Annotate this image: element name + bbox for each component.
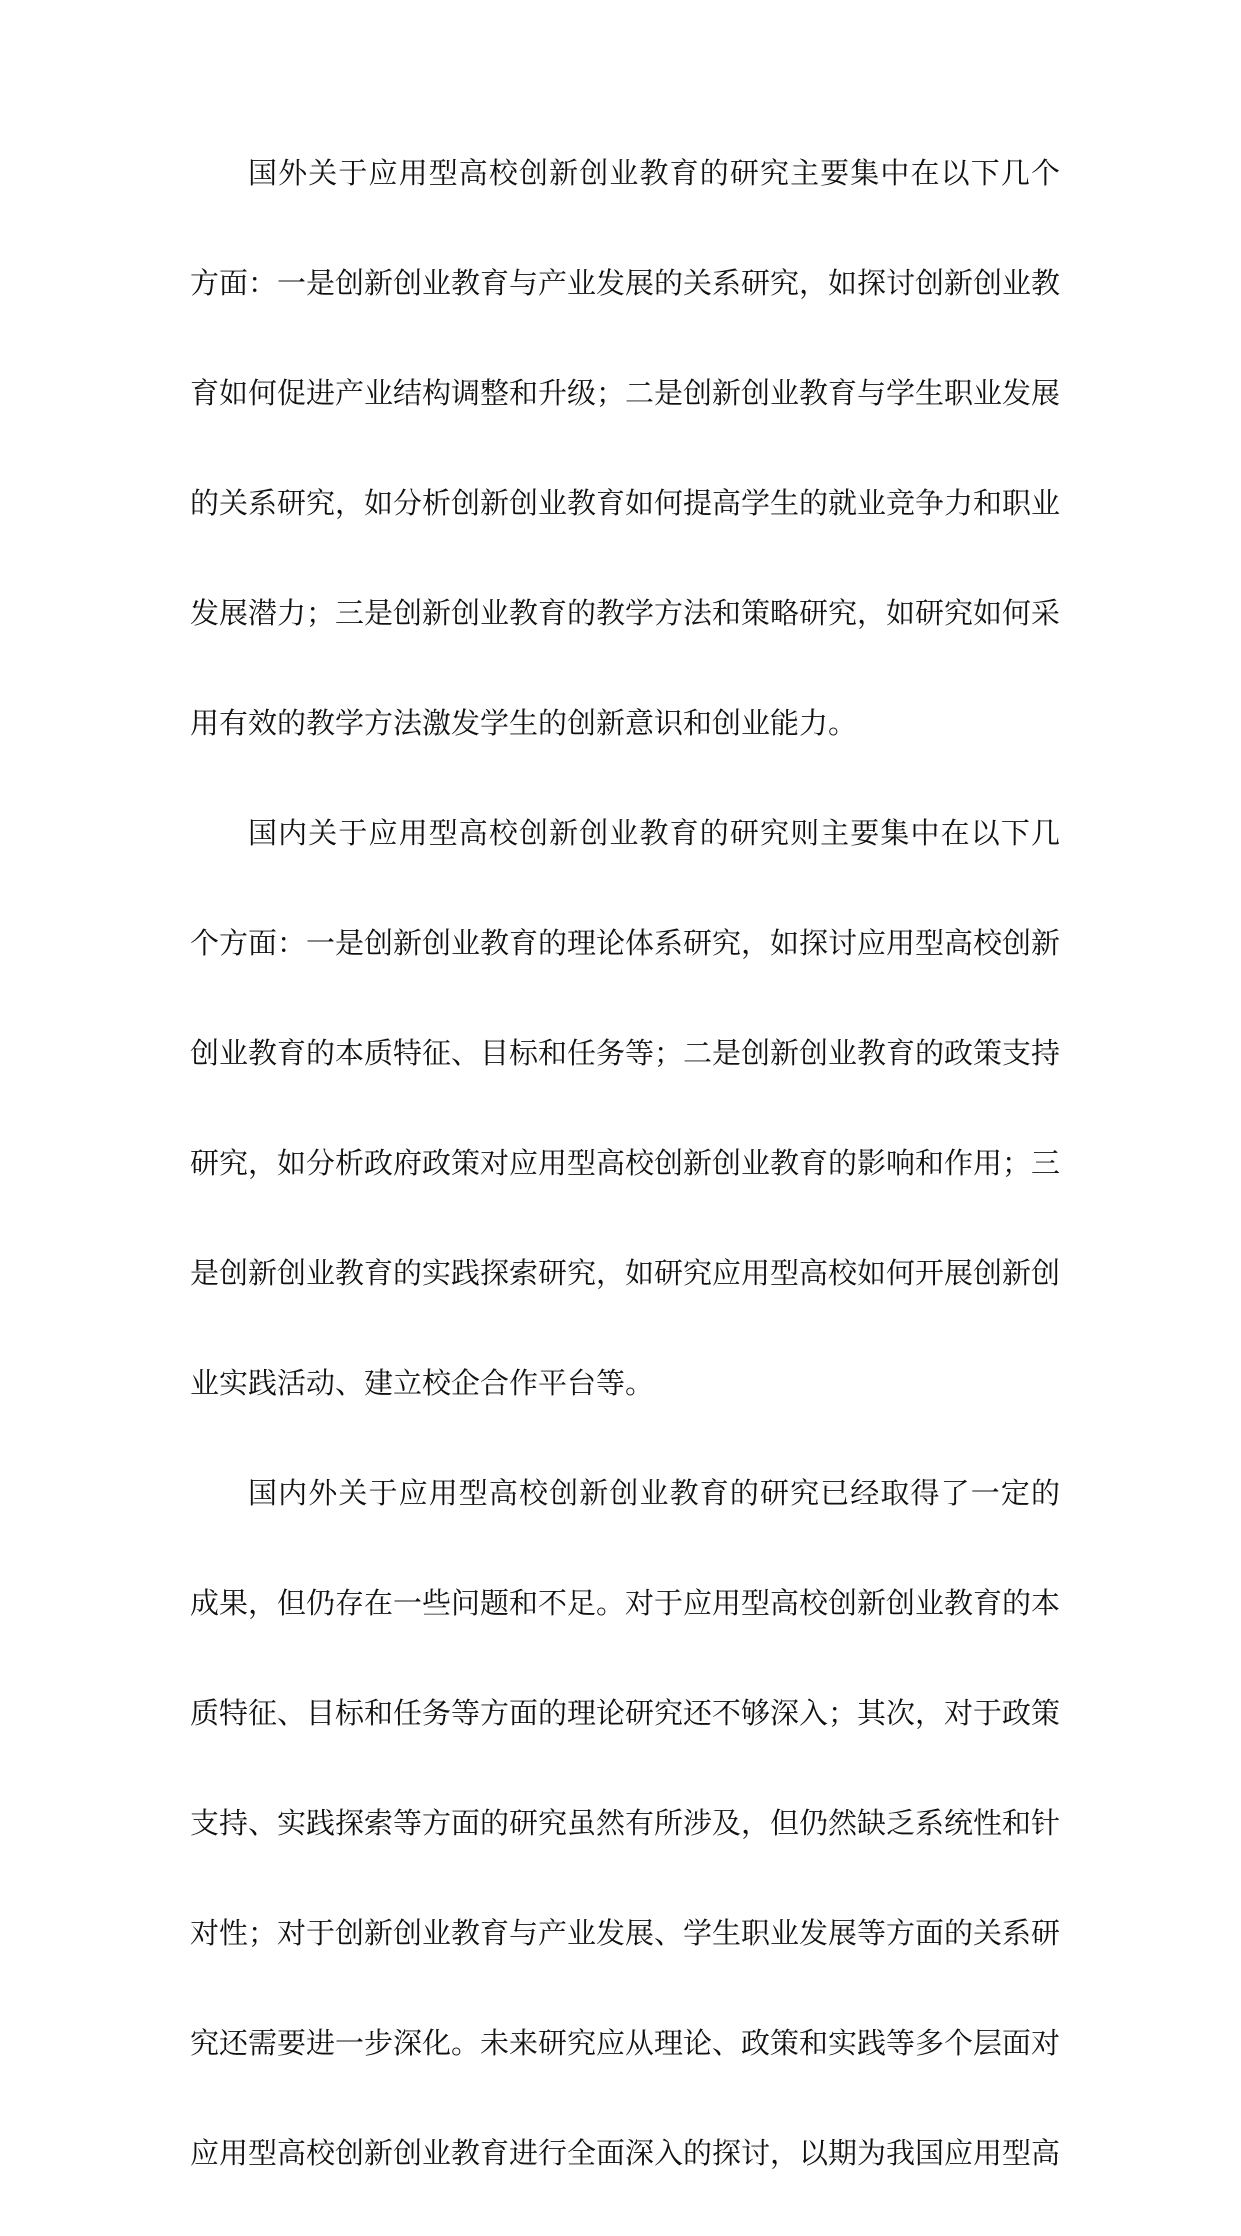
- paragraph-3-line-3: 质特征、目标和任务等方面的理论研究还不够深入；其次，对于政策: [190, 1696, 1060, 1730]
- paragraph-3-line-2: 成果，但仍存在一些问题和不足。对于应用型高校创新创业教育的本: [190, 1586, 1060, 1620]
- paragraph-2-line-4: 研究，如分析政府政策对应用型高校创新创业教育的影响和作用；三: [190, 1146, 1060, 1180]
- paragraph-2-line-1: 国内关于应用型高校创新创业教育的研究则主要集中在以下几: [248, 816, 1060, 850]
- paragraph-1-line-2: 方面：一是创新创业教育与产业发展的关系研究，如探讨创新创业教: [190, 266, 1060, 300]
- paragraph-2-line-6: 业实践活动、建立校企合作平台等。: [190, 1366, 655, 1400]
- body-text: [190, 146, 1060, 2236]
- paragraph-3-line-6: 究还需要进一步深化。未来研究应从理论、政策和实践等多个层面对: [190, 2026, 1060, 2060]
- paragraph-3-line-5: 对性；对于创新创业教育与产业发展、学生职业发展等方面的关系研: [190, 1916, 1060, 1950]
- paragraph-2-line-2: 个方面：一是创新创业教育的理论体系研究，如探讨应用型高校创新: [190, 926, 1060, 960]
- paragraph-2-line-5: 是创新创业教育的实践探索研究，如研究应用型高校如何开展创新创: [190, 1256, 1060, 1290]
- paragraph-1-line-4: 的关系研究，如分析创新创业教育如何提高学生的就业竞争力和职业: [190, 486, 1060, 520]
- paragraph-1-line-6: 用有效的教学方法激发学生的创新意识和创业能力。: [190, 706, 858, 740]
- paragraph-1-line-3: 育如何促进产业结构调整和升级；二是创新创业教育与学生职业发展: [190, 376, 1060, 410]
- paragraph-3-line-4: 支持、实践探索等方面的研究虽然有所涉及，但仍然缺乏系统性和针: [190, 1806, 1060, 1840]
- paragraph-2-line-3: 创业教育的本质特征、目标和任务等；二是创新创业教育的政策支持: [190, 1036, 1060, 1070]
- paragraph-1-line-1: 国外关于应用型高校创新创业教育的研究主要集中在以下几个: [248, 156, 1060, 190]
- paragraph-3-line-1: 国内外关于应用型高校创新创业教育的研究已经取得了一定的: [248, 1476, 1060, 1510]
- paragraph-1-line-5: 发展潜力；三是创新创业教育的教学方法和策略研究，如研究如何采: [190, 596, 1060, 630]
- paragraph-3-line-7: 应用型高校创新创业教育进行全面深入的探讨，以期为我国应用型高: [190, 2136, 1060, 2170]
